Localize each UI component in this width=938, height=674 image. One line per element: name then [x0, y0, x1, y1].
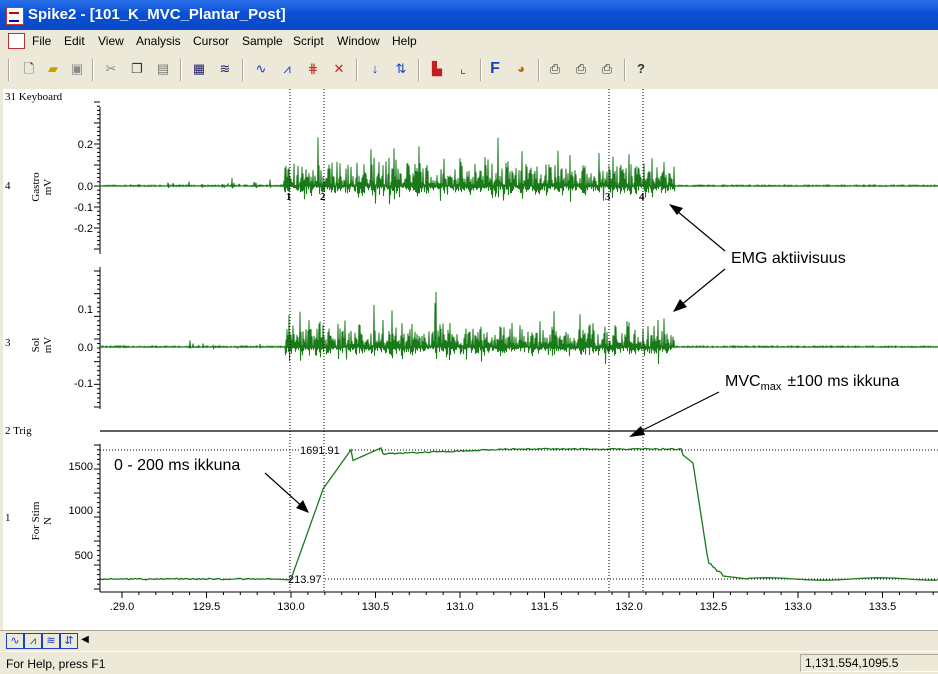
spectrum-icon[interactable]: ⩘	[283, 61, 291, 76]
save-icon[interactable]: ▣	[70, 61, 84, 76]
horizontal-cursor-upper-value: 1691.91	[300, 445, 340, 457]
menu-view[interactable]: View	[98, 34, 124, 48]
new-file-icon[interactable]: 🗋	[23, 61, 35, 76]
mvc-arrow	[633, 392, 719, 435]
toolbar	[0, 51, 938, 90]
menu-sample[interactable]: Sample	[242, 34, 283, 48]
sol-minor-ticks	[94, 271, 100, 407]
markers-icon[interactable]: ⋕	[307, 61, 319, 76]
menu-file[interactable]: File	[32, 34, 52, 48]
x-tick-label: 133.0	[784, 601, 812, 613]
gastro-tick--0.1: -0.1	[74, 202, 93, 214]
force-minor-ticks	[94, 445, 100, 589]
toolbar-separator	[538, 59, 540, 81]
print-preview-icon[interactable]: ⎙	[575, 61, 587, 76]
emg-arrow-sol-head	[673, 299, 687, 312]
spike2-app-icon[interactable]	[6, 7, 24, 25]
status-bar	[0, 651, 938, 674]
menu-help[interactable]: Help	[392, 34, 417, 48]
toolbar-separator	[242, 59, 244, 81]
time-view-canvas[interactable]	[3, 89, 938, 630]
scale-view-icon[interactable]: ⇵	[60, 633, 78, 649]
print-icon[interactable]: ⎙	[549, 61, 561, 76]
waveform-view-icon[interactable]: ∿	[6, 633, 24, 649]
cursor-down-icon[interactable]: ↓	[371, 61, 379, 76]
channel-4-number: 4	[5, 180, 11, 192]
x-tick-label: 130.5	[361, 601, 390, 613]
channel-1-unit: N	[42, 517, 54, 525]
cut-icon[interactable]: ✂	[105, 61, 117, 76]
time-view[interactable]	[0, 89, 938, 630]
gastro-tick-0.2: 0.2	[77, 139, 93, 151]
force-tick-500: 500	[74, 550, 93, 562]
palette-icon[interactable]: ◕	[517, 61, 525, 76]
copy-icon[interactable]: ❐	[131, 61, 143, 76]
cursor-2-label: 2	[320, 191, 326, 203]
window-arrow	[265, 473, 305, 509]
emg-arrow-gastro	[671, 206, 725, 251]
channel-3-number: 3	[5, 337, 11, 349]
gastro-emg-trace	[101, 137, 938, 204]
x-axis-ticks	[122, 592, 933, 598]
sol-tick-0.1: 0.1	[77, 304, 93, 316]
channels-icon[interactable]: ≋	[219, 61, 231, 76]
channel-4-unit: mV	[42, 178, 54, 196]
mvc-annotation: $MVC_{max} \pm 100$ ms ikkuna	[725, 373, 900, 393]
font-icon[interactable]: F	[490, 60, 500, 77]
menu-script[interactable]: Script	[293, 34, 324, 48]
cursor-4-label: 4	[639, 191, 645, 203]
gastro-minor-ticks	[94, 102, 100, 249]
status-coordinates: 1,131.554,1095.5	[800, 654, 938, 672]
x-axis-labels	[110, 601, 897, 613]
gastro-tick-0.0: 0.0	[77, 181, 93, 193]
channel-1-number: 1	[5, 512, 11, 524]
paste-icon[interactable]: ▤	[156, 61, 170, 76]
sol-tick--0.1: -0.1	[74, 378, 93, 390]
window-title: Spike2 - [101_K_MVC_Plantar_Post]	[28, 6, 286, 23]
waveform-icon[interactable]: ∿	[255, 61, 267, 76]
status-help-text: For Help, press F1	[6, 657, 106, 671]
x-tick-label: 132.5	[699, 601, 728, 613]
channel-1-name: For Stim	[30, 501, 42, 541]
document-window-icon[interactable]	[8, 33, 25, 49]
toolbar-separator	[180, 59, 182, 81]
channel-31-label: 31 Keyboard	[5, 91, 63, 103]
wavemark-view-icon[interactable]: ⩘	[24, 633, 42, 649]
menu-edit[interactable]: Edit	[64, 34, 85, 48]
channel-3-name: Sol	[30, 337, 42, 353]
channel-2-label: 2 Trig	[5, 425, 32, 437]
menu-bar	[0, 30, 938, 51]
channel-3-unit: mV	[42, 336, 54, 354]
cursor-3-label: 3	[605, 191, 611, 203]
x-tick-label: 132.0	[615, 601, 643, 613]
gastro-tick--0.2: -0.2	[74, 223, 93, 235]
horizontal-cursor-lower-value: 213.97	[288, 574, 322, 586]
open-folder-icon[interactable]: ▰	[48, 61, 58, 76]
cursor-pair-icon[interactable]: ⇅	[395, 61, 407, 76]
emg-arrow-gastro-head	[669, 204, 683, 215]
force-tick-1000: 1000	[68, 505, 93, 517]
x-tick-label: 131.5	[530, 601, 559, 613]
print-visible-icon[interactable]: ⎙	[601, 61, 613, 76]
histogram-icon[interactable]: ▙	[432, 61, 442, 76]
toolbar-separator	[624, 59, 626, 81]
zoom-view-icon[interactable]: ≋	[42, 633, 60, 649]
toolbar-separator	[356, 59, 358, 81]
help-icon[interactable]: ?	[637, 61, 645, 76]
cursor-1-label: 1	[286, 191, 292, 203]
x-tick-label: 131.0	[446, 601, 474, 613]
toolbar-separator	[8, 59, 10, 81]
cursor-delete-icon[interactable]: ✕	[333, 61, 345, 76]
grid-icon[interactable]: ▦	[192, 61, 206, 76]
menu-cursor[interactable]: Cursor	[193, 34, 230, 48]
chart-icon[interactable]: ⌞	[459, 61, 467, 76]
x-tick-label: 129.5	[192, 601, 221, 613]
x-tick-label: .29.0	[109, 601, 135, 613]
window-0-200-annotation: 0 - 200 ms ikkuna	[114, 457, 241, 474]
toolbar-separator	[418, 59, 420, 81]
view-bottom-bar	[0, 630, 938, 651]
sol-emg-trace	[101, 292, 938, 364]
menu-window[interactable]: Window	[337, 34, 380, 48]
title-bar[interactable]	[0, 0, 938, 30]
x-tick-label: 130.0	[277, 601, 305, 613]
toolbar-separator	[480, 59, 482, 81]
emg-annotation: EMG aktiivisuus	[731, 250, 846, 267]
channel-4-name: Gastro	[30, 172, 42, 202]
toolbar-separator	[92, 59, 94, 81]
sol-tick-0.0: 0.0	[77, 342, 93, 354]
menu-analysis[interactable]: Analysis	[136, 34, 181, 48]
force-tick-1500: 1500	[68, 461, 93, 473]
x-tick-label: 133.5	[868, 601, 897, 613]
scroll-left-icon[interactable]: ◀	[81, 634, 89, 645]
